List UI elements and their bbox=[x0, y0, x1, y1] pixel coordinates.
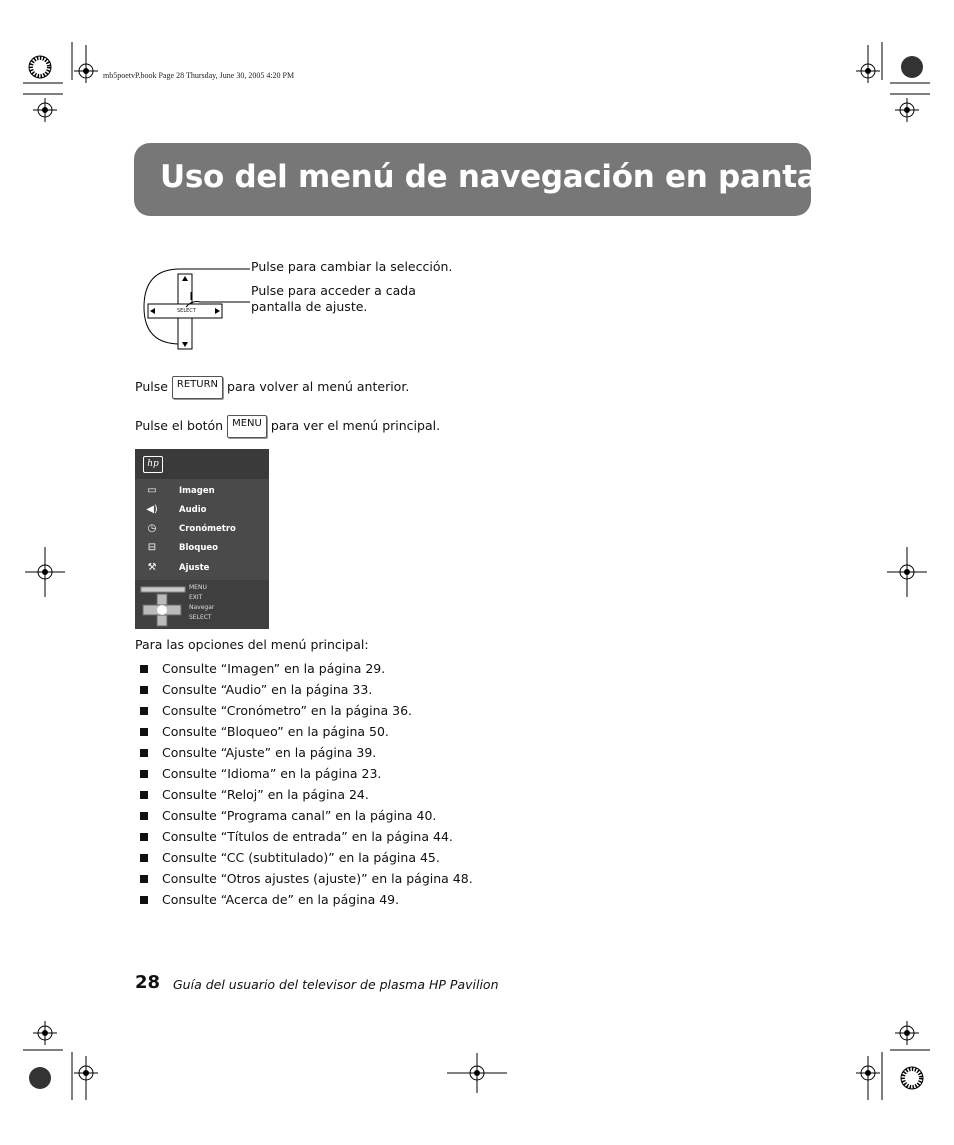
options-intro: Para las opciones del menú principal: bbox=[135, 637, 369, 652]
speaker-icon: ◀) bbox=[146, 504, 158, 515]
menu-suffix: para ver el menú principal. bbox=[270, 418, 441, 433]
legend-menu: MENU bbox=[189, 584, 207, 591]
page-number: 28 bbox=[135, 972, 161, 993]
reference-list bbox=[140, 661, 473, 913]
callout-change-selection: Pulse para cambiar la selección. bbox=[251, 259, 453, 274]
callout-access-line1: Pulse para acceder a cada bbox=[251, 283, 416, 298]
legend-navegar: Navegar bbox=[189, 604, 215, 611]
footer-title: Guía del usuario del televisor de plasma HP Pavilion bbox=[173, 977, 499, 992]
page-title: Uso del menú de navegación en pantalla bbox=[160, 159, 859, 195]
picture-icon: ▭ bbox=[147, 485, 157, 496]
menu-instruction bbox=[135, 415, 440, 438]
legend-exit: EXIT bbox=[189, 594, 203, 601]
list-item: Consulte “Acerca de” en la página 49. bbox=[140, 892, 473, 913]
osd-item-bloqueo[interactable]: ⊟ Bloqueo bbox=[135, 539, 269, 558]
hp-logo: hp bbox=[143, 456, 163, 473]
remote-dpad-diagram bbox=[140, 262, 250, 352]
osd-item-imagen[interactable]: ▭ Imagen bbox=[135, 482, 269, 501]
list-item: Consulte “Títulos de entrada” en la página 44. bbox=[140, 829, 473, 850]
clock-icon: ◷ bbox=[147, 523, 157, 534]
osd-item-cronometro[interactable]: ◷ Cronómetro bbox=[135, 520, 269, 539]
osd-menu-header bbox=[135, 449, 269, 479]
list-item: Consulte “CC (subtitulado)” en la página 45. bbox=[140, 850, 473, 871]
lock-icon: ⊟ bbox=[147, 542, 157, 553]
menu-key-icon: MENU bbox=[227, 415, 267, 438]
return-prefix: Pulse bbox=[135, 379, 168, 394]
select-label: SELECT bbox=[177, 308, 196, 314]
list-item: Consulte “Reloj” en la página 24. bbox=[140, 787, 473, 808]
osd-dpad-icon bbox=[140, 585, 190, 627]
list-item: Consulte “Bloqueo” en la página 50. bbox=[140, 724, 473, 745]
list-item: Consulte “Programa canal” en la página 40. bbox=[140, 808, 473, 829]
return-suffix: para volver al menú anterior. bbox=[227, 379, 410, 394]
osd-main-menu bbox=[135, 449, 269, 629]
wrench-icon: ⚒ bbox=[147, 562, 157, 573]
menu-prefix: Pulse el botón bbox=[135, 418, 224, 433]
return-key-icon: RETURN bbox=[172, 376, 223, 399]
title-banner bbox=[134, 143, 859, 216]
osd-item-ajuste[interactable]: ⚒ Ajuste bbox=[135, 559, 269, 578]
osd-item-audio[interactable]: ◀) Audio bbox=[146, 504, 207, 515]
osd-legend bbox=[135, 580, 269, 629]
list-item: Consulte “Idioma” en la página 23. bbox=[140, 766, 473, 787]
return-instruction bbox=[135, 376, 409, 399]
list-item: Consulte “Ajuste” en la página 39. bbox=[140, 745, 473, 766]
callout-access-line2: pantalla de ajuste. bbox=[251, 299, 368, 314]
legend-select: SELECT bbox=[189, 614, 212, 621]
list-item: Consulte “Cronómetro” en la página 36. bbox=[140, 703, 473, 724]
list-item: Consulte “Imagen” en la página 29. bbox=[140, 661, 473, 682]
list-item: Consulte “Audio” en la página 33. bbox=[140, 682, 473, 703]
book-info: mb5poetvP.book Page 28 Thursday, June 30, 2005 4:20 PM bbox=[103, 71, 295, 80]
list-item: Consulte “Otros ajustes (ajuste)” en la página 48. bbox=[140, 871, 473, 892]
